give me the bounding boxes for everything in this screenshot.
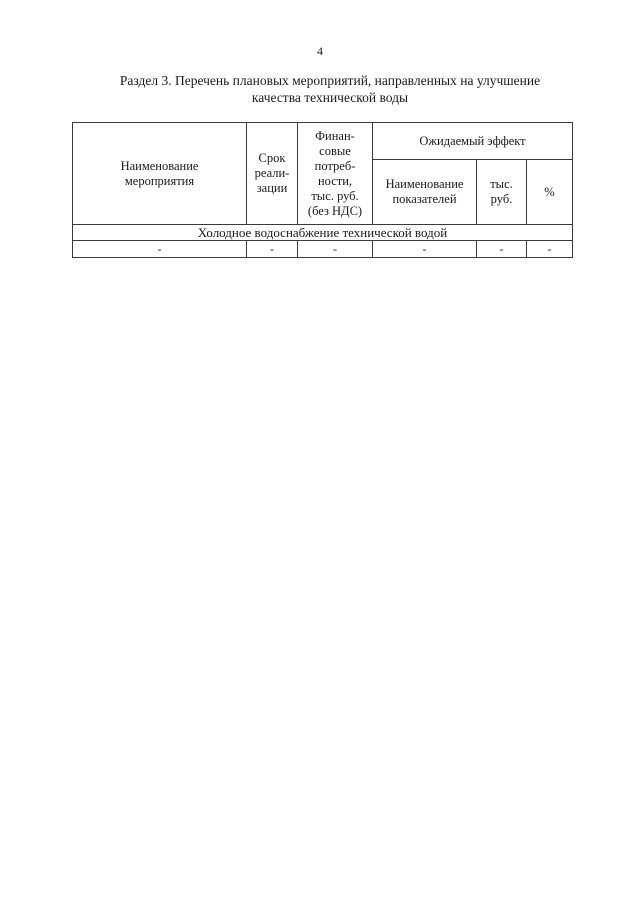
header-percent: % [527, 160, 573, 225]
table-cell: - [527, 241, 573, 258]
header-term-line-3: зации [256, 181, 288, 195]
group-title: Холодное водоснабжение технической водой [73, 225, 573, 241]
header-financial-needs [298, 123, 373, 225]
measures-table-container [72, 122, 572, 258]
header-term-line-2: реали- [254, 166, 290, 180]
header-measure-name-line-1: Наименование [120, 158, 199, 173]
section-title [90, 72, 570, 106]
header-indicators-line-2: показателей [392, 192, 457, 206]
header-fin-line-2: совые [319, 143, 351, 158]
header-fin-line-3: потреб- [314, 158, 356, 173]
section-title-line-2: качества технической воды [251, 90, 409, 105]
header-fin-line-5: тыс. руб. [311, 188, 359, 203]
measures-table [72, 122, 573, 258]
header-fin-line-1: Финан- [315, 128, 355, 143]
header-measure-name-line-2: мероприятия [124, 173, 195, 188]
header-measure-name [73, 123, 247, 225]
header-indicators-line-1: Наименование [385, 177, 464, 191]
header-fin-line-4: ности, [317, 173, 353, 188]
header-rub-line-1: тыс. [490, 177, 513, 191]
section-title-line-1: Раздел 3. Перечень плановых мероприятий, направленных на улучшение [119, 73, 541, 88]
table-group-row [73, 225, 573, 241]
page-number: 4 [317, 44, 323, 58]
header-indicators [373, 160, 477, 225]
header-thousand-rub [477, 160, 527, 225]
table-cell: - [373, 241, 477, 258]
table-cell: - [477, 241, 527, 258]
table-cell: - [73, 241, 247, 258]
header-fin-line-6: (без НДС) [307, 203, 363, 218]
header-expected-effect: Ожидаемый эффект [373, 123, 573, 160]
table-header-row [73, 123, 573, 160]
table-cell: - [298, 241, 373, 258]
header-term [247, 123, 298, 225]
table-row [73, 241, 573, 258]
table-cell: - [247, 241, 298, 258]
header-term-line-1: Срок [258, 151, 286, 165]
header-rub-line-2: руб. [490, 192, 513, 206]
